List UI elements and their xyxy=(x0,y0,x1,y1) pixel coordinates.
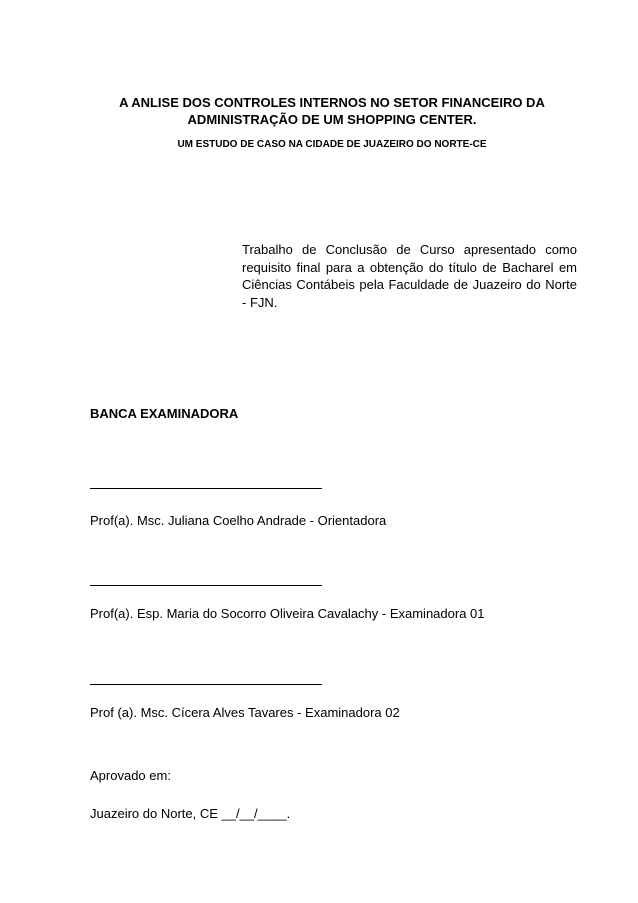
examiner-1-name: Prof(a). Msc. Juliana Coelho Andrade - Orientadora xyxy=(90,513,387,528)
date-line: Juazeiro do Norte, CE __/__/____. xyxy=(90,806,291,821)
purpose-statement: Trabalho de Conclusão de Curso apresentado como requisito final para a obtenção do título de Bacharel em Ciências Contábeis pela Faculdade de Juazeiro do Norte - FJN. xyxy=(242,242,577,310)
document-title: A ANLISE DOS CONTROLES INTERNOS NO SETOR FINANCEIRO DA ADMINISTRAÇÃO DE UM SHOPPING CENTER. xyxy=(119,95,545,127)
approved-label: Aprovado em: xyxy=(90,768,171,783)
signature-line-1 xyxy=(90,488,322,489)
examiner-2-name: Prof(a). Esp. Maria do Socorro Oliveira Cavalachy - Examinadora 01 xyxy=(90,606,485,621)
examiner-3-name: Prof (a). Msc. Cícera Alves Tavares - Examinadora 02 xyxy=(90,705,400,720)
signature-line-3 xyxy=(90,684,322,685)
document-subtitle: UM ESTUDO DE CASO NA CIDADE DE JUAZEIRO DO NORTE-CE xyxy=(177,139,487,150)
committee-heading: BANCA EXAMINADORA xyxy=(90,406,239,421)
signature-line-2 xyxy=(90,585,322,586)
